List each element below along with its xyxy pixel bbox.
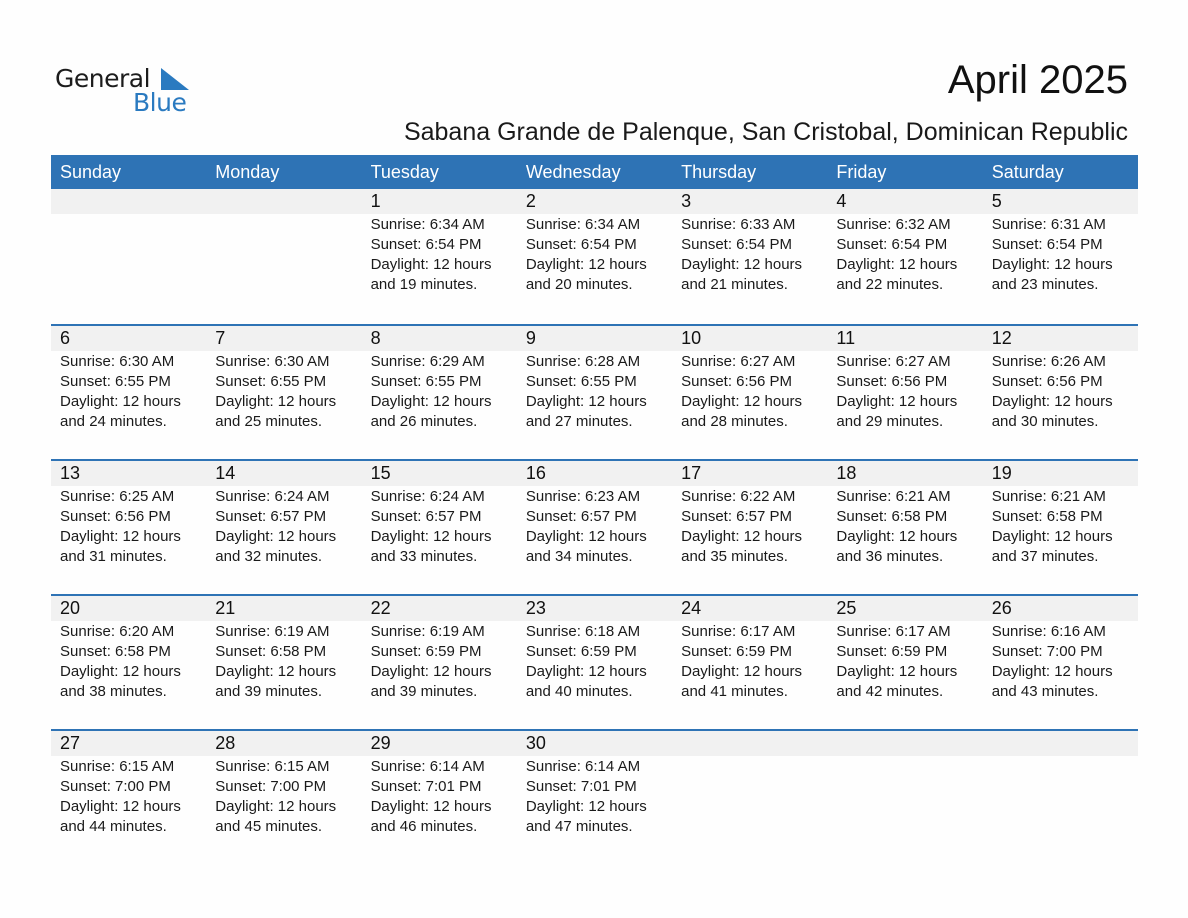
sunrise-text: Sunrise: 6:25 AM [60, 488, 175, 505]
day-info [215, 486, 361, 567]
day-number: 27 [60, 733, 81, 753]
sunrise-text: Sunrise: 6:16 AM [991, 623, 1106, 640]
day-number: 20 [60, 598, 81, 618]
sunset-text: Sunset: 7:00 PM [60, 778, 171, 795]
sunset-text: Sunset: 6:59 PM [836, 643, 948, 660]
daylight-text: Daylight: 12 hours [370, 798, 492, 815]
day-cell [51, 731, 206, 864]
daylight-minutes-text: and 47 minutes. [525, 818, 633, 835]
day-info [215, 621, 361, 702]
day-cell [983, 326, 1138, 459]
day-number: 14 [215, 463, 236, 483]
daylight-minutes-text: and 37 minutes. [991, 548, 1099, 565]
day-info [992, 351, 1138, 432]
daylight-text: Daylight: 12 hours [215, 528, 337, 545]
day-cell [206, 461, 361, 594]
day-cell [827, 326, 982, 459]
empty-day-cell [206, 189, 361, 324]
daylight-text: Daylight: 12 hours [991, 256, 1113, 273]
day-number: 30 [525, 733, 546, 753]
day-number: 12 [991, 328, 1012, 348]
day-number: 9 [525, 328, 536, 348]
day-number: 24 [681, 598, 702, 618]
daylight-minutes-text: and 30 minutes. [991, 413, 1099, 430]
day-number: 22 [370, 598, 391, 618]
day-info [992, 214, 1138, 295]
daylight-minutes-text: and 43 minutes. [991, 683, 1099, 700]
daylight-text: Daylight: 12 hours [836, 528, 958, 545]
sunset-text: Sunset: 6:54 PM [370, 236, 482, 253]
weekday-wednesday: Wednesday [525, 162, 621, 182]
week-days [51, 731, 1138, 864]
day-info [992, 486, 1138, 567]
daylight-text: Daylight: 12 hours [681, 393, 803, 410]
day-number: 28 [215, 733, 236, 753]
sunrise-text: Sunrise: 6:21 AM [836, 488, 951, 505]
daylight-text: Daylight: 12 hours [60, 798, 181, 815]
day-info [526, 351, 672, 432]
sunset-text: Sunset: 6:54 PM [836, 236, 948, 253]
sunset-text: Sunset: 6:59 PM [370, 643, 482, 660]
day-info [836, 621, 982, 702]
daylight-minutes-text: and 29 minutes. [836, 413, 944, 430]
sunrise-text: Sunrise: 6:17 AM [836, 623, 951, 640]
logo-triangle-icon [161, 68, 189, 90]
daylight-minutes-text: and 19 minutes. [370, 276, 478, 293]
day-cell [983, 596, 1138, 729]
sunset-text: Sunset: 6:58 PM [991, 508, 1103, 525]
day-info [681, 621, 827, 702]
daylight-text: Daylight: 12 hours [836, 663, 958, 680]
day-number: 15 [370, 463, 391, 483]
day-info [60, 486, 206, 567]
day-cell [362, 596, 517, 729]
sunrise-text: Sunrise: 6:32 AM [836, 216, 951, 233]
sunset-text: Sunset: 6:56 PM [991, 373, 1103, 390]
sunset-text: Sunset: 6:58 PM [60, 643, 171, 660]
day-cell [983, 461, 1138, 594]
day-number: 23 [525, 598, 546, 618]
week-days [51, 189, 1138, 324]
sunrise-text: Sunrise: 6:34 AM [370, 216, 485, 233]
sunset-text: Sunset: 6:55 PM [60, 373, 171, 390]
day-info [836, 351, 982, 432]
week-row [51, 189, 1138, 324]
day-info [681, 351, 827, 432]
sunset-text: Sunset: 6:57 PM [215, 508, 327, 525]
daylight-text: Daylight: 12 hours [525, 663, 647, 680]
sunset-text: Sunset: 6:55 PM [370, 373, 482, 390]
day-info [371, 214, 517, 295]
day-number: 11 [836, 328, 856, 348]
sunset-text: Sunset: 6:57 PM [681, 508, 793, 525]
day-info [371, 621, 517, 702]
week-days [51, 596, 1138, 729]
empty-day-cell [51, 189, 206, 324]
day-cell [362, 189, 517, 324]
day-info [371, 486, 517, 567]
weekday-thursday: Thursday [681, 162, 757, 182]
sunset-text: Sunset: 6:58 PM [215, 643, 327, 660]
sunset-text: Sunset: 6:55 PM [525, 373, 637, 390]
daylight-text: Daylight: 12 hours [681, 256, 803, 273]
day-number: 3 [681, 191, 692, 211]
day-cell [517, 189, 672, 324]
sunrise-text: Sunrise: 6:19 AM [370, 623, 485, 640]
daylight-text: Daylight: 12 hours [991, 528, 1113, 545]
sunset-text: Sunset: 6:57 PM [525, 508, 637, 525]
daylight-text: Daylight: 12 hours [370, 393, 492, 410]
daylight-text: Daylight: 12 hours [370, 256, 492, 273]
day-info [215, 756, 361, 837]
day-cell [51, 326, 206, 459]
day-cell [983, 189, 1138, 324]
sunrise-text: Sunrise: 6:19 AM [215, 623, 330, 640]
daylight-minutes-text: and 31 minutes. [60, 548, 167, 565]
day-number: 1 [370, 191, 381, 211]
day-cell [362, 326, 517, 459]
logo-text-blue: Blue [133, 88, 187, 117]
day-number: 8 [370, 328, 381, 348]
daylight-minutes-text: and 45 minutes. [215, 818, 323, 835]
day-cell [206, 326, 361, 459]
logo [55, 64, 205, 116]
sunset-text: Sunset: 6:54 PM [991, 236, 1103, 253]
daylight-minutes-text: and 22 minutes. [836, 276, 944, 293]
daylight-text: Daylight: 12 hours [991, 393, 1113, 410]
daylight-text: Daylight: 12 hours [60, 528, 181, 545]
daylight-minutes-text: and 34 minutes. [525, 548, 633, 565]
sunset-text: Sunset: 6:54 PM [525, 236, 637, 253]
sunrise-text: Sunrise: 6:26 AM [991, 353, 1106, 370]
daylight-minutes-text: and 36 minutes. [836, 548, 944, 565]
daylight-minutes-text: and 35 minutes. [681, 548, 788, 565]
weekday-friday: Friday [836, 162, 887, 182]
daylight-minutes-text: and 44 minutes. [60, 818, 167, 835]
sunrise-text: Sunrise: 6:21 AM [991, 488, 1106, 505]
daylight-minutes-text: and 20 minutes. [525, 276, 633, 293]
daylight-minutes-text: and 27 minutes. [525, 413, 633, 430]
day-number: 19 [991, 463, 1012, 483]
sunrise-text: Sunrise: 6:34 AM [525, 216, 641, 233]
day-number: 29 [370, 733, 391, 753]
weekday-saturday: Saturday [991, 162, 1064, 182]
day-cell [827, 461, 982, 594]
daylight-text: Daylight: 12 hours [60, 393, 181, 410]
daylight-text: Daylight: 12 hours [525, 798, 647, 815]
daylight-minutes-text: and 28 minutes. [681, 413, 788, 430]
daylight-minutes-text: and 39 minutes. [215, 683, 323, 700]
sunrise-text: Sunrise: 6:28 AM [525, 353, 641, 370]
week-row [51, 324, 1138, 459]
day-info [371, 756, 517, 837]
sunrise-text: Sunrise: 6:29 AM [370, 353, 485, 370]
day-number: 5 [991, 191, 1002, 211]
daylight-text: Daylight: 12 hours [215, 663, 337, 680]
day-info [60, 351, 206, 432]
day-number: 13 [60, 463, 81, 483]
sunrise-text: Sunrise: 6:33 AM [681, 216, 796, 233]
sunset-text: Sunset: 6:59 PM [525, 643, 637, 660]
day-info [526, 486, 672, 567]
page-title: April 2025 [947, 58, 1128, 102]
sunrise-text: Sunrise: 6:27 AM [836, 353, 951, 370]
day-info [836, 486, 982, 567]
day-cell [51, 461, 206, 594]
daylight-text: Daylight: 12 hours [681, 663, 803, 680]
day-number: 4 [836, 191, 847, 211]
day-info [836, 214, 982, 295]
daylight-minutes-text: and 21 minutes. [681, 276, 788, 293]
day-cell [362, 731, 517, 864]
sunset-text: Sunset: 6:54 PM [681, 236, 793, 253]
sunrise-text: Sunrise: 6:18 AM [525, 623, 641, 640]
day-cell [517, 326, 672, 459]
day-number: 6 [60, 328, 71, 348]
weekday-tuesday: Tuesday [370, 162, 439, 182]
daylight-minutes-text: and 23 minutes. [991, 276, 1099, 293]
weekday-monday: Monday [215, 162, 280, 182]
sunset-text: Sunset: 7:01 PM [525, 778, 637, 795]
daylight-minutes-text: and 25 minutes. [215, 413, 323, 430]
sunrise-text: Sunrise: 6:24 AM [370, 488, 485, 505]
day-number: 10 [681, 328, 702, 348]
sunrise-text: Sunrise: 6:27 AM [681, 353, 796, 370]
day-info [681, 486, 827, 567]
daylight-minutes-text: and 38 minutes. [60, 683, 167, 700]
sunrise-text: Sunrise: 6:23 AM [525, 488, 641, 505]
sunset-text: Sunset: 6:55 PM [215, 373, 327, 390]
day-cell [517, 596, 672, 729]
daylight-text: Daylight: 12 hours [836, 393, 958, 410]
day-info [526, 756, 672, 837]
daylight-minutes-text: and 46 minutes. [370, 818, 478, 835]
weeks-container [51, 189, 1138, 864]
daylight-text: Daylight: 12 hours [681, 528, 803, 545]
day-info [215, 351, 361, 432]
daylight-text: Daylight: 12 hours [525, 393, 647, 410]
sunrise-text: Sunrise: 6:31 AM [991, 216, 1106, 233]
daylight-minutes-text: and 24 minutes. [60, 413, 167, 430]
day-number: 7 [215, 328, 226, 348]
sunrise-text: Sunrise: 6:14 AM [525, 758, 641, 775]
weekday-header [51, 155, 1138, 189]
week-row [51, 594, 1138, 729]
day-cell [206, 731, 361, 864]
day-info [526, 621, 672, 702]
day-cell [672, 189, 827, 324]
daylight-minutes-text: and 32 minutes. [215, 548, 323, 565]
daylight-text: Daylight: 12 hours [525, 256, 647, 273]
daylight-minutes-text: and 41 minutes. [681, 683, 788, 700]
sunrise-text: Sunrise: 6:22 AM [681, 488, 796, 505]
day-info [992, 621, 1138, 702]
sunset-text: Sunset: 6:58 PM [836, 508, 948, 525]
sunset-text: Sunset: 6:56 PM [60, 508, 171, 525]
daylight-minutes-text: and 33 minutes. [370, 548, 478, 565]
daylight-text: Daylight: 12 hours [525, 528, 647, 545]
empty-day-cell [983, 731, 1138, 864]
week-days [51, 461, 1138, 594]
sunset-text: Sunset: 6:57 PM [370, 508, 482, 525]
day-number: 18 [836, 463, 857, 483]
sunrise-text: Sunrise: 6:14 AM [370, 758, 485, 775]
daylight-minutes-text: and 42 minutes. [836, 683, 944, 700]
daylight-minutes-text: and 40 minutes. [525, 683, 633, 700]
sunset-text: Sunset: 6:56 PM [681, 373, 793, 390]
weekday-sunday: Sunday [60, 162, 122, 182]
week-days [51, 326, 1138, 459]
day-number: 2 [525, 191, 536, 211]
location-subtitle: Sabana Grande de Palenque, San Cristobal, Dominican Republic [403, 118, 1128, 146]
daylight-text: Daylight: 12 hours [215, 798, 337, 815]
sunset-text: Sunset: 7:01 PM [370, 778, 482, 795]
sunrise-text: Sunrise: 6:24 AM [215, 488, 330, 505]
sunrise-text: Sunrise: 6:17 AM [681, 623, 796, 640]
day-cell [206, 596, 361, 729]
sunrise-text: Sunrise: 6:30 AM [60, 353, 175, 370]
sunset-text: Sunset: 7:00 PM [991, 643, 1103, 660]
day-number: 25 [836, 598, 857, 618]
day-number: 21 [215, 598, 236, 618]
day-number: 26 [991, 598, 1012, 618]
sunrise-text: Sunrise: 6:15 AM [60, 758, 175, 775]
day-info [60, 621, 206, 702]
day-number: 16 [525, 463, 546, 483]
day-cell [827, 596, 982, 729]
daylight-text: Daylight: 12 hours [60, 663, 181, 680]
empty-day-cell [827, 731, 982, 864]
day-info [681, 214, 827, 295]
daylight-text: Daylight: 12 hours [836, 256, 958, 273]
day-info [371, 351, 517, 432]
daylight-minutes-text: and 39 minutes. [370, 683, 478, 700]
day-cell [672, 326, 827, 459]
sunrise-text: Sunrise: 6:30 AM [215, 353, 330, 370]
day-info [526, 214, 672, 295]
sunset-text: Sunset: 6:59 PM [681, 643, 793, 660]
day-info [60, 756, 206, 837]
daylight-minutes-text: and 26 minutes. [370, 413, 478, 430]
daylight-text: Daylight: 12 hours [370, 663, 492, 680]
calendar-grid [51, 155, 1138, 864]
day-cell [672, 461, 827, 594]
day-number: 17 [681, 463, 702, 483]
sunset-text: Sunset: 7:00 PM [215, 778, 327, 795]
daylight-text: Daylight: 12 hours [215, 393, 337, 410]
empty-day-cell [672, 731, 827, 864]
day-cell [517, 461, 672, 594]
day-cell [827, 189, 982, 324]
day-cell [51, 596, 206, 729]
week-row [51, 459, 1138, 594]
week-row [51, 729, 1138, 864]
sunrise-text: Sunrise: 6:15 AM [215, 758, 330, 775]
day-cell [672, 596, 827, 729]
day-cell [362, 461, 517, 594]
sunset-text: Sunset: 6:56 PM [836, 373, 948, 390]
day-cell [517, 731, 672, 864]
sunrise-text: Sunrise: 6:20 AM [60, 623, 175, 640]
daylight-text: Daylight: 12 hours [991, 663, 1113, 680]
logo-text-general: General [55, 64, 151, 93]
daylight-text: Daylight: 12 hours [370, 528, 492, 545]
